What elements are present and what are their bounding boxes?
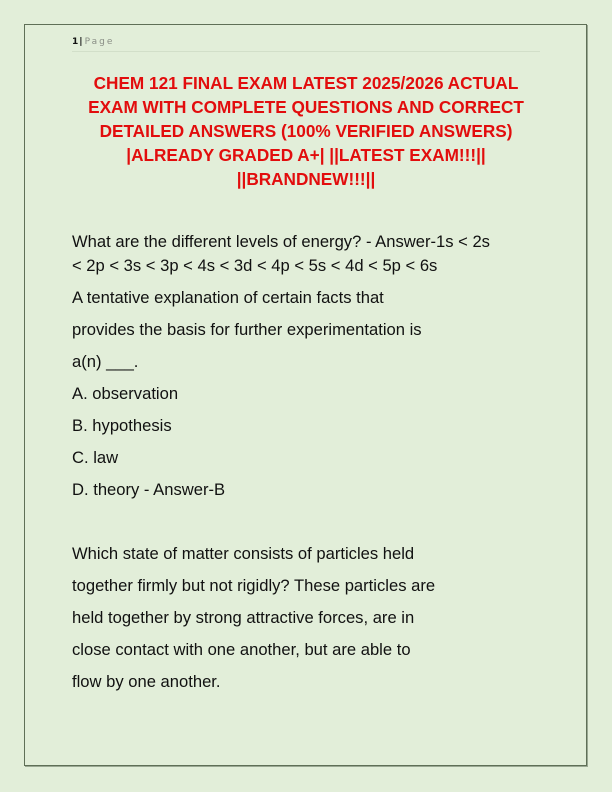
document-body (72, 230, 542, 698)
page-label: Page (84, 37, 115, 47)
question-3 (72, 538, 542, 698)
paragraph-gap (72, 506, 542, 538)
title-line: |ALREADY GRADED A+| ||LATEST EXAM!!!|| (126, 145, 486, 165)
question-text-line: What are the different levels of energy? - Answer-1s < 2s (72, 232, 490, 251)
answer-option-d: D. theory - Answer-B (72, 480, 226, 499)
title-line: DETAILED ANSWERS (100% VERIFIED ANSWERS) (99, 121, 513, 141)
title-line: EXAM WITH COMPLETE QUESTIONS AND CORRECT (88, 97, 524, 117)
header-separator: | (79, 37, 83, 47)
question-text-line: < 2p < 3s < 3p < 4s < 3d < 4p < 5s < 4d < 5p < 6s (72, 256, 438, 275)
question-text-line: provides the basis for further experimentation is (72, 320, 422, 339)
question-1 (72, 230, 542, 278)
title-line: ||BRANDNEW!!!|| (236, 169, 376, 189)
document-title (60, 71, 552, 191)
answer-option-c: C. law (72, 448, 119, 467)
answer-option-a: A. observation (72, 384, 179, 403)
question-text-line: A tentative explanation of certain facts that (72, 288, 384, 307)
question-text-line: flow by one another. (72, 672, 221, 691)
question-text-line: Which state of matter consists of particles held (72, 544, 415, 563)
question-text-line: held together by strong attractive forces, are in (72, 608, 415, 627)
question-text-line: together firmly but not rigidly? These particles are (72, 576, 436, 595)
title-line: CHEM 121 FINAL EXAM LATEST 2025/2026 ACTUAL (93, 73, 519, 93)
question-2 (72, 282, 542, 506)
page-header (72, 36, 540, 52)
question-text-line: a(n) ___. (72, 352, 139, 371)
page-number: 1 (72, 37, 79, 47)
question-text-line: close contact with one another, but are able to (72, 640, 411, 659)
answer-option-b: B. hypothesis (72, 416, 172, 435)
